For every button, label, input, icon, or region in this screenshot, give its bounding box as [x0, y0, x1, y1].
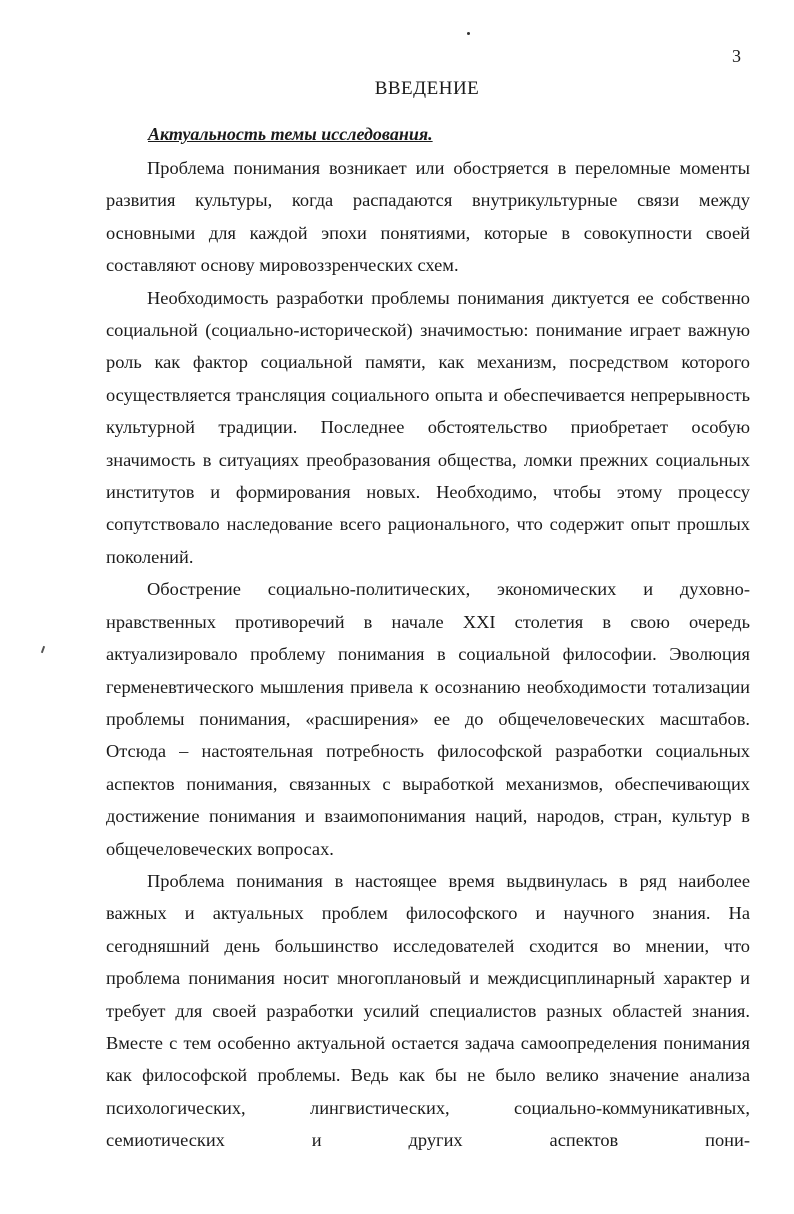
section-subheading: Актуальность темы исследования.	[148, 124, 433, 144]
paragraph-2: Необходимость разработки проблемы понимания диктуется ее собственно социальной (социально-исторической) значимостью: понимание играет важную роль как фактор социальной памяти, как механизм, посредством которого осуществляется трансляция социального опыта и обеспечивается непрерывность культурной традиции. Последнее обстоятельство приобретает особую значимость в ситуациях преобразования общества, ломки прежних социальных институтов и формирования новых. Необходимо, чтобы этому процессу сопутствовало наследование всего рационального, что содержит опыт прошлых поколений.	[106, 287, 750, 567]
paragraph-4: Проблема понимания в настоящее время выдвинулась в ряд наиболее важных и актуальных проблем философского и научного знания. На сегодняшний день большинство исследователей сходится во мнении, что проблема понимания носит многоплановый и междисциплинарный характер и требует для своей разработки усилий специалистов разных областей знания. Вместе с тем особенно актуальной остается задача самоопределения понимания как философской проблемы. Ведь как бы не было велико значение анализа психологических, лингвистических, социально-коммуникативных, семиотических и других аспектов пони-	[106, 870, 750, 1151]
scan-artifact-mark	[41, 646, 45, 653]
page-number: 3	[732, 46, 741, 66]
scan-artifact-dot	[467, 32, 470, 35]
paragraph-3: Обострение социально-политических, экономических и духовно-нравственных противоречий в начале XXI столетия в свою очередь актуализировало проблему понимания в социальной философии. Эволюция герменевтического мышления привела к осознанию необходимости тотализации проблемы понимания, «расширения» ее до общечеловеческих масштабов. Отсюда – настоятельная потребность философской разработки социальных аспектов понимания, связанных с выработкой механизмов, обеспечивающих достижение понимания и взаимопонимания наций, народов, стран, культур в общечеловеческих вопросах.	[106, 579, 750, 859]
body-text	[106, 152, 750, 1157]
paragraph-1: Проблема понимания возникает или обостряется в переломные моменты развития культуры, когда распадаются внутрикультурные связи между основными для каждой эпохи понятиями, которые в совокупности своей составляют основу мировоззренческих схем.	[106, 158, 750, 276]
page-heading: ВВЕДЕНИЕ	[374, 78, 480, 99]
